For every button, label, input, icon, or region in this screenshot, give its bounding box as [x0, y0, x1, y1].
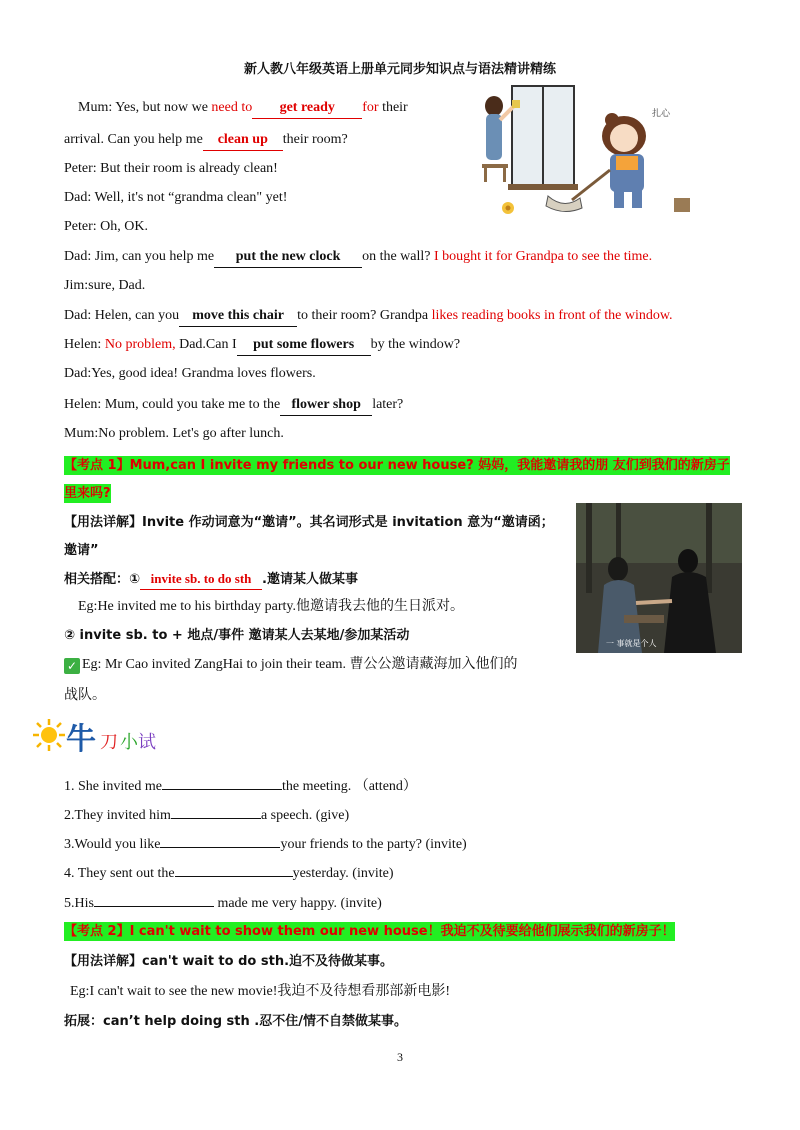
point1-title: 【考点 1】Mum,can I invite my friends to our new house? 妈妈，我能邀请我的朋 友们到我们的新房子	[64, 458, 730, 473]
dialogue-line-4: Dad: Well, it's not “grandma clean" yet!	[64, 190, 288, 205]
point1-usage-cont: 邀请”	[64, 543, 99, 558]
point1-usage: 【用法详解】Invite 作动词意为“邀请”。其名词形式是 invitation 意为“邀请函；	[64, 515, 554, 530]
dialogue-line-11: Helen: Mum, could you take me to the flower shop later?	[64, 395, 403, 416]
practice-item-1: 1. She invited me the meeting. （attend）	[64, 775, 417, 797]
page-number: 3	[397, 1050, 403, 1064]
drama-scene-icon	[576, 503, 742, 653]
practice-item-3: 3.Would you like your friends to the party? (invite)	[64, 833, 467, 855]
dialogue-line-6: Dad: Jim, can you help me put the new clock on the wall? I bought it for Grandpa to see the time.	[64, 247, 652, 268]
point2-usage: 【用法详解】can't wait to do sth.迫不及待做某事。	[64, 954, 394, 969]
point2-title: 【考点 2】I can't wait to show them our new house！我迫不及待要给他们展示我们的新房子！	[64, 924, 675, 939]
point1-example-2: ✓ Eg: Mr Cao invited ZangHai to join their team. 曹公公邀请藏海加入他们的	[64, 655, 518, 675]
drama-still-image	[576, 503, 742, 653]
dialogue-line-10: Dad:Yes, good idea! Grandma loves flowers.	[64, 366, 316, 381]
dialogue-line-1: Mum: Yes, but now we need to get ready for their	[78, 98, 408, 119]
answer-blank-5[interactable]	[94, 892, 214, 907]
dialogue-line-12: Mum:No problem. Let's go after lunch.	[64, 426, 284, 441]
answer-blank-4[interactable]	[175, 862, 293, 877]
practice-item-5: 5.His made me very happy. (invite)	[64, 892, 382, 914]
answer-blank-3[interactable]	[160, 833, 280, 848]
svg-text:扎心: 扎心	[652, 109, 671, 119]
checkmark-icon: ✓	[64, 658, 80, 674]
point2-extension: 拓展：can’t help doing sth .忍不住/情不自禁做某事。	[64, 1014, 407, 1029]
answer-blank-2[interactable]	[171, 804, 261, 819]
point2-example: Eg:I can't wait to see the new movie!我迫不及待想看那部新电影!	[70, 984, 451, 999]
page-header: 新人教八年级英语上册单元同步知识点与语法精讲精练	[243, 62, 556, 77]
point1-collocation-2: ② invite sb. to + 地点/事件 邀请某人去某地/参加某活动	[64, 628, 410, 643]
dialogue-line-7: Jim:sure, Dad.	[64, 278, 146, 293]
point1-example-1: Eg:He invited me to his birthday party.他邀请我去他的生日派对。	[78, 599, 464, 614]
answer-blank-1[interactable]	[162, 775, 282, 790]
dialogue-line-2: arrival. Can you help me clean up their room?	[64, 130, 348, 151]
practice-item-4: 4. They sent out the yesterday. (invite)	[64, 862, 394, 884]
image-caption: 一 事就是个人	[606, 639, 657, 648]
dialogue-line-5: Peter: Oh, OK.	[64, 219, 148, 234]
dialogue-line-8: Dad: Helen, can you move this chair to their room? Grandpa likes reading books in front of the window.	[64, 306, 673, 327]
point1-example-2-cont: 战队。	[64, 688, 106, 703]
point1-collocation: 相关搭配：① invite sb. to do sth .邀请某人做某事	[64, 569, 358, 590]
dialogue-line-9: Helen: No problem, Dad.Can I put some flowers by the window?	[64, 335, 460, 356]
cleaning-illustration-icon	[460, 84, 708, 220]
sun-icon	[32, 718, 66, 752]
dialogue-line-3: Peter: But their room is already clean!	[64, 161, 278, 176]
point1-title-cont: 里来吗?	[64, 486, 111, 501]
cleaning-illustration	[460, 84, 708, 220]
practice-item-2: 2.They invited him a speech. (give)	[64, 804, 349, 826]
